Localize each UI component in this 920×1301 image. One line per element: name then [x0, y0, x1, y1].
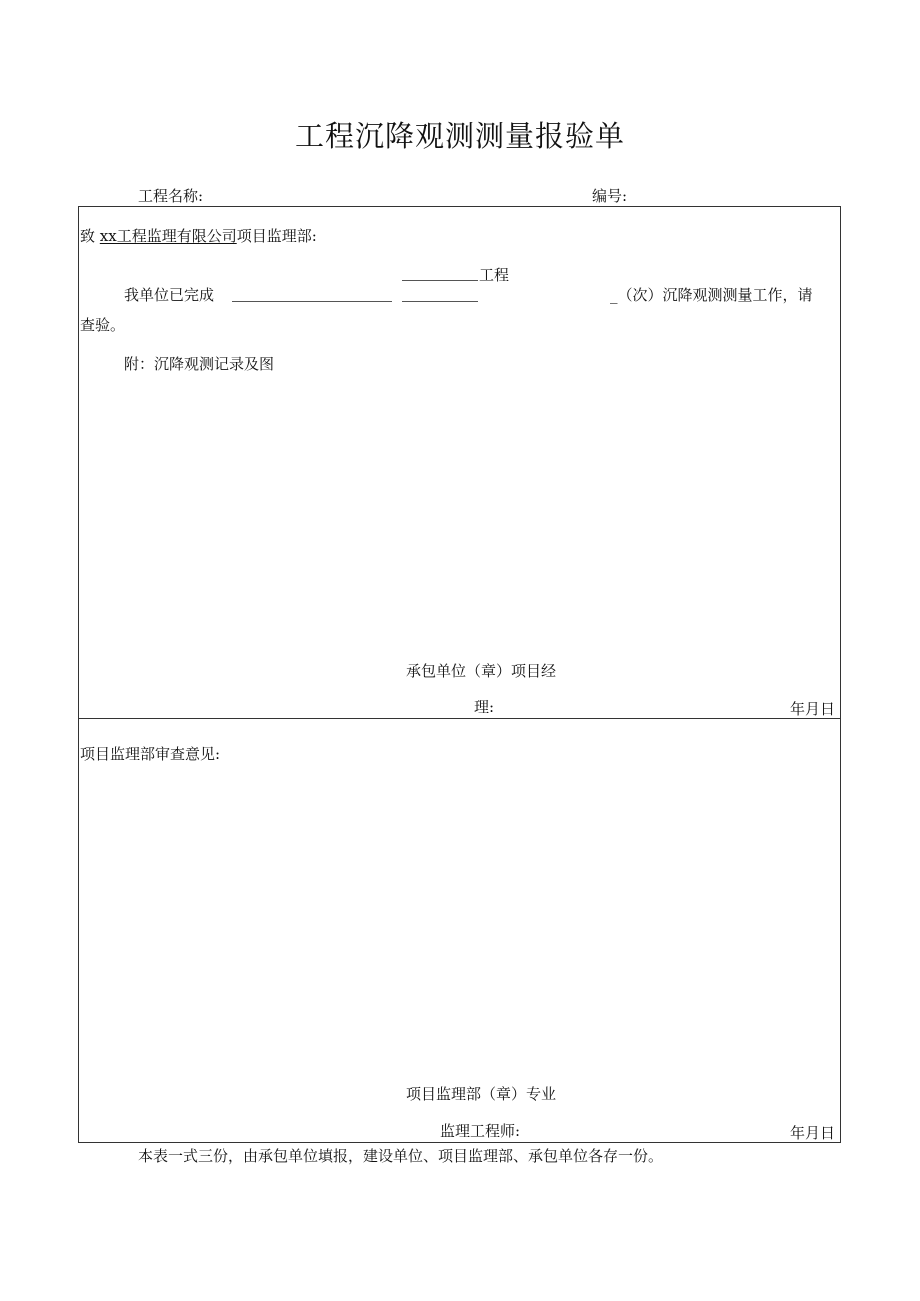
supervisor-sign-line2: 监理工程师:: [440, 1122, 521, 1140]
body-end-text: 查验。: [80, 316, 126, 334]
supervisor-date: 年月日: [790, 1124, 836, 1142]
page-title: 工程沉降观测测量报验单: [294, 119, 625, 153]
completion-blank-1[interactable]: [232, 287, 392, 306]
recipient-line: [80, 226, 317, 246]
body-times-text: _（次）沉降观测测量工作，请: [610, 286, 813, 304]
body-lead-text: 我单位已完成: [124, 286, 215, 304]
engineering-suffix: 工程: [479, 266, 510, 284]
footer-note: 本表一式三份，由承包单位填报，建设单位、项目监理部、承包单位各存一份。: [138, 1147, 664, 1165]
engineering-name-blank[interactable]: [402, 266, 478, 285]
section-divider: [78, 718, 841, 719]
attachment-text: 附：沉降观测记录及图: [124, 355, 275, 373]
review-opinion-label: 项目监理部审查意见:: [80, 745, 221, 763]
contractor-sign-line1: 承包单位（章）项目经: [406, 662, 557, 680]
recipient-prefix: 致: [80, 227, 96, 245]
project-name-label: 工程名称:: [138, 187, 204, 205]
completion-blank-2[interactable]: [402, 287, 478, 306]
recipient-suffix: 项目监理部:: [236, 227, 317, 245]
contractor-date: 年月日: [790, 700, 836, 718]
supervisor-sign-line1: 项目监理部（章）专业: [406, 1085, 557, 1103]
contractor-sign-line2: 理:: [474, 698, 495, 716]
number-label: 编号:: [592, 187, 628, 205]
recipient-company: xx工程监理有限公司: [99, 227, 237, 245]
